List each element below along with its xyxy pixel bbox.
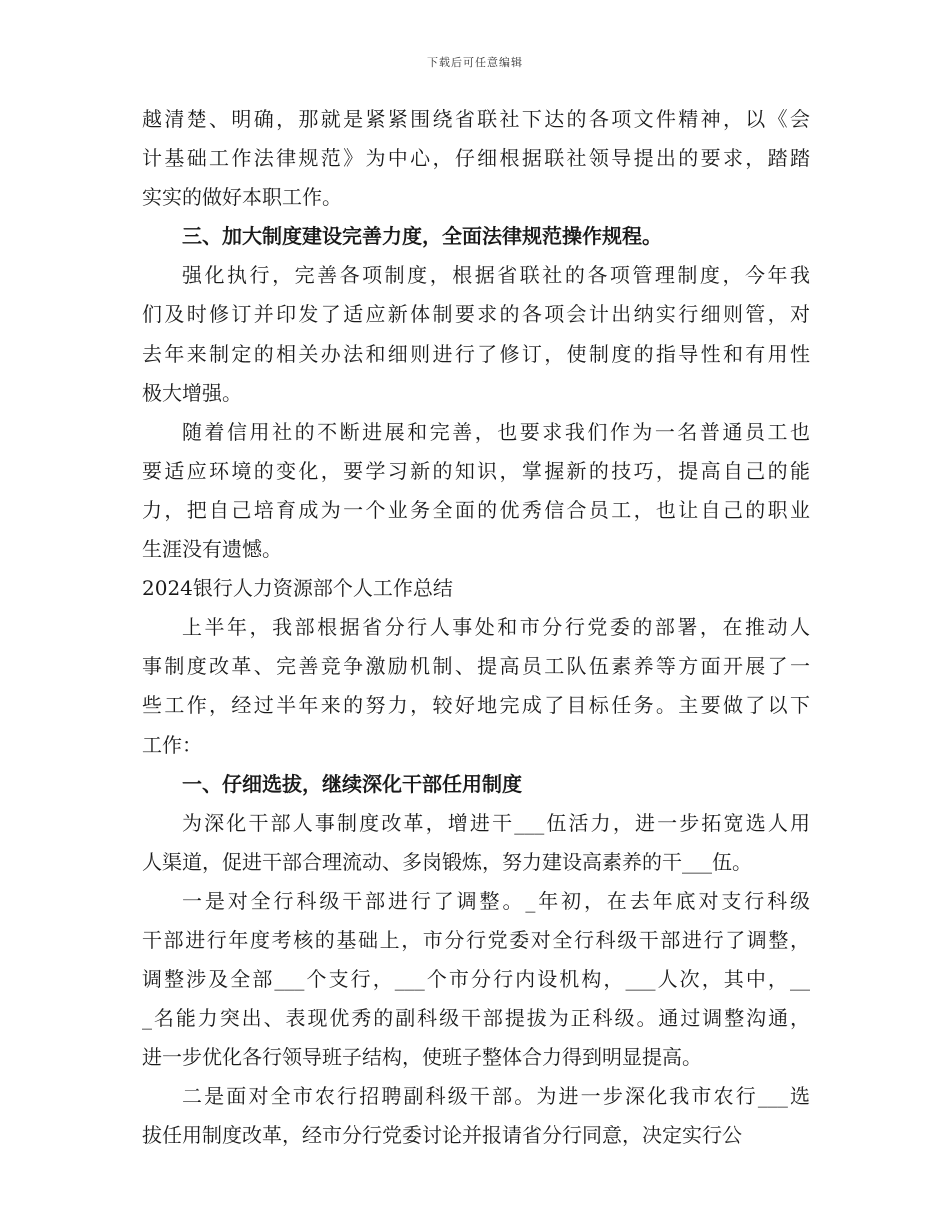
section-heading <box>142 765 810 804</box>
text-line: 随着信用社的不断进展和完善，也要求我们作为一名普通员工也 <box>182 419 810 444</box>
text-line: 些工作，经过半年来的努力，较好地完成了目标任务。主要做了以下 <box>142 693 810 718</box>
text-line: 一、仔细选拔，继续深化干部任用制度 <box>182 771 522 796</box>
text-line: 一是对全行科级干部进行了调整。_年初，在去年底对支行科级 <box>182 888 810 913</box>
text-line: 2024银行人力资源部个人工作总结 <box>142 576 453 601</box>
text-line: 力，把自己培育成为一个业务全面的优秀信合员工，也让自己的职业 <box>142 497 810 522</box>
document-body <box>142 100 810 1156</box>
text-line: 拔任用制度改革，经市分行党委讨论并报请省分行同意，决定实行公 <box>142 1123 742 1148</box>
paragraph <box>142 882 810 1077</box>
text-line: 调整涉及全部___个支行，___个市分行内设机构，___人次，其中，__ <box>142 967 810 992</box>
page-header: 下载后可任意编辑 <box>427 56 523 69</box>
text-line: 们及时修订并印发了适应新体制要求的各项会计出纳实行细则管，对 <box>142 302 810 327</box>
text-line: 人渠道，促进干部合理流动、多岗锻炼，努力建设高素养的干___伍。 <box>142 849 752 874</box>
text-line: 强化执行，完善各项制度，根据省联社的各项管理制度，今年我 <box>182 263 810 288</box>
text-line: 二是面对全市农行招聘副科级干部。为进一步深化我市农行___选 <box>182 1084 810 1109</box>
text-line: 去年来制定的相关办法和细则进行了修订，使制度的指导性和有用性 <box>142 341 810 366</box>
text-line: 进一步优化各行领导班子结构，使班子整体合力得到明显提高。 <box>142 1045 702 1070</box>
text-line: 要适应环境的变化，要学习新的知识，掌握新的技巧，提高自己的能 <box>142 458 810 483</box>
paragraph <box>142 256 810 412</box>
text-line: 生涯没有遗憾。 <box>142 537 282 562</box>
text-line: 实实的做好本职工作。 <box>142 185 342 210</box>
paragraph <box>142 804 810 882</box>
text-line: 越清楚、明确，那就是紧紧围绕省联社下达的各项文件精神，以《会 <box>142 107 810 131</box>
paragraph <box>142 413 810 569</box>
paragraph <box>142 608 810 764</box>
text-line: 工作： <box>142 732 202 757</box>
text-line: _名能力突出、表现优秀的副科级干部提拔为正科级。通过调整沟通， <box>142 1006 810 1031</box>
text-line: 事制度改革、完善竞争激励机制、提高员工队伍素养等方面开展了一 <box>142 654 810 679</box>
text-line: 极大增强。 <box>142 380 242 405</box>
text-line: 为深化干部人事制度改革，增进干___伍活力，进一步拓宽选人用 <box>182 810 810 835</box>
text-line: 上半年，我部根据省分行人事处和市分行党委的部署，在推动人 <box>182 615 810 640</box>
section-heading <box>142 217 810 256</box>
paragraph <box>142 100 810 217</box>
document-title <box>142 569 810 608</box>
text-line: 三、加大制度建设完善力度，全面法律规范操作规程。 <box>182 224 662 249</box>
text-line: 计基础工作法律规范》为中心，仔细根据联社领导提出的要求，踏踏 <box>142 146 810 171</box>
paragraph <box>142 1077 810 1155</box>
text-line: 干部进行年度考核的基础上，市分行党委对全行科级干部进行了调整， <box>142 927 810 952</box>
